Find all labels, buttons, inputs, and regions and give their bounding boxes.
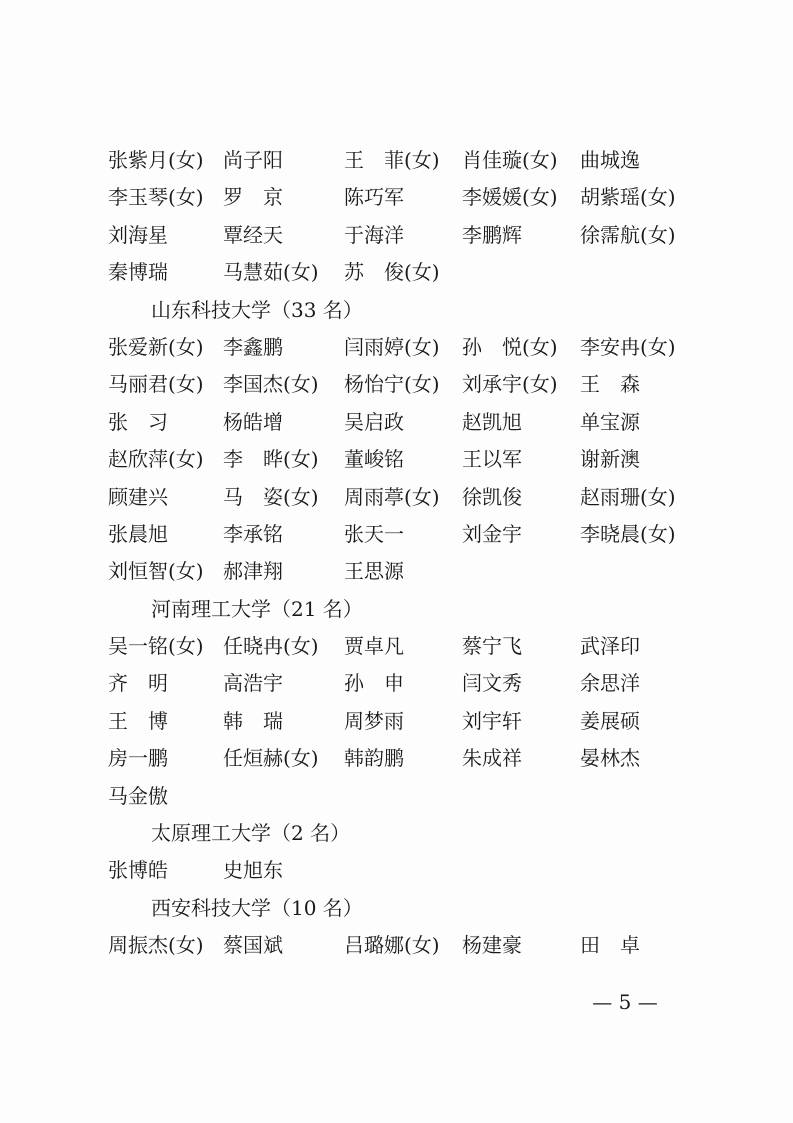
person-name: 肖佳璇(女) [462, 148, 558, 172]
person-name: 王以军 [462, 447, 522, 472]
person-name: 刘恒智(女) [108, 559, 204, 584]
person-name: 闫文秀 [462, 671, 522, 696]
person-name: 田 卓 [580, 933, 640, 958]
person-name: 徐霈航(女) [580, 222, 676, 247]
person-name: 李 晔(女) [223, 447, 319, 472]
person-name: 姜展硕 [580, 708, 640, 733]
person-name: 晏林杰 [580, 746, 640, 771]
person-name: 李玉琴(女) [108, 185, 204, 210]
person-name: 赵凯旭 [462, 409, 522, 434]
person-name: 高浩宇 [223, 671, 283, 696]
person-name: 王 森 [580, 372, 640, 397]
person-name: 张紫月(女) [108, 148, 204, 172]
name-row [108, 441, 708, 478]
person-name: 张晨旭 [108, 521, 168, 546]
person-name: 马金傲 [108, 783, 168, 808]
name-row [108, 217, 708, 254]
person-name: 韩韵鹏 [344, 746, 404, 771]
person-name: 尚子阳 [223, 148, 283, 172]
person-name: 徐凯俊 [462, 484, 522, 509]
person-name: 蔡宁飞 [462, 634, 522, 659]
person-name: 赵雨珊(女) [580, 484, 676, 509]
name-row [108, 366, 708, 403]
person-name: 郝津翔 [223, 559, 283, 584]
person-name: 周梦雨 [344, 708, 404, 733]
person-name: 张天一 [344, 521, 404, 546]
person-name: 张博皓 [108, 858, 168, 883]
section-heading: 河南理工大学（21 名） [151, 596, 363, 621]
person-name: 赵欣萍(女) [108, 447, 204, 472]
person-name: 刘承宇(女) [462, 372, 558, 397]
name-list [108, 142, 708, 965]
person-name: 刘金宇 [462, 521, 522, 546]
person-name: 董峻铭 [344, 447, 404, 472]
name-row [108, 142, 708, 179]
person-name: 曲城逸 [580, 148, 640, 172]
page-number: — 5 — [592, 990, 658, 1014]
person-name: 王 菲(女) [344, 148, 440, 172]
person-name: 顾建兴 [108, 484, 168, 509]
section-heading: 太原理工大学（2 名） [151, 821, 351, 846]
person-name: 吕璐娜(女) [344, 933, 440, 958]
person-name: 任晓冉(女) [223, 634, 319, 659]
name-row [108, 179, 708, 216]
person-name: 秦博瑞 [108, 260, 168, 285]
person-name: 罗 京 [223, 185, 283, 210]
section-heading: 西安科技大学（10 名） [151, 895, 363, 920]
person-name: 吴启政 [344, 409, 404, 434]
name-row [108, 703, 708, 740]
person-name: 马丽君(女) [108, 372, 204, 397]
person-name: 张 习 [108, 409, 168, 434]
person-name: 杨皓增 [223, 409, 283, 434]
person-name: 孙 悦(女) [462, 334, 558, 359]
person-name: 王 博 [108, 708, 168, 733]
person-name: 马 姿(女) [223, 484, 319, 509]
name-row [108, 665, 708, 702]
name-row [108, 479, 708, 516]
person-name: 杨怡宁(女) [344, 372, 440, 397]
person-name: 单宝源 [580, 409, 640, 434]
person-name: 贾卓凡 [344, 634, 404, 659]
person-name: 刘海星 [108, 222, 168, 247]
name-row [108, 329, 708, 366]
person-name: 闫雨婷(女) [344, 334, 440, 359]
person-name: 杨建豪 [462, 933, 522, 958]
person-name: 蔡国斌 [223, 933, 283, 958]
name-row [108, 927, 708, 964]
person-name: 吴一铭(女) [108, 634, 204, 659]
person-name: 史旭东 [223, 858, 283, 883]
person-name: 李承铭 [223, 521, 283, 546]
person-name: 刘宇轩 [462, 708, 522, 733]
person-name: 谢新澳 [580, 447, 640, 472]
person-name: 于海洋 [344, 222, 404, 247]
person-name: 孙 申 [344, 671, 404, 696]
person-name: 李安冉(女) [580, 334, 676, 359]
name-row [108, 740, 708, 777]
person-name: 武泽印 [580, 634, 640, 659]
person-name: 房一鹏 [108, 746, 168, 771]
name-row [108, 404, 708, 441]
person-name: 覃经天 [223, 222, 283, 247]
section-heading: 山东科技大学（33 名） [151, 297, 363, 322]
person-name: 胡紫瑶(女) [580, 185, 676, 210]
name-row [108, 254, 708, 291]
person-name: 李鹏辉 [462, 222, 522, 247]
name-row [108, 778, 708, 815]
person-name: 陈巧军 [344, 185, 404, 210]
person-name: 朱成祥 [462, 746, 522, 771]
person-name: 韩 瑞 [223, 708, 283, 733]
person-name: 张爱新(女) [108, 334, 204, 359]
person-name: 李媛媛(女) [462, 185, 558, 210]
person-name: 周雨葶(女) [344, 484, 440, 509]
person-name: 李晓晨(女) [580, 521, 676, 546]
person-name: 余思洋 [580, 671, 640, 696]
person-name: 李国杰(女) [223, 372, 319, 397]
name-row [108, 628, 708, 665]
person-name: 苏 俊(女) [344, 260, 440, 285]
person-name: 马慧茹(女) [223, 260, 319, 285]
person-name: 周振杰(女) [108, 933, 204, 958]
person-name: 齐 明 [108, 671, 168, 696]
person-name: 李鑫鹏 [223, 334, 283, 359]
person-name: 任烜赫(女) [223, 746, 319, 771]
name-row [108, 553, 708, 590]
person-name: 王思源 [344, 559, 404, 584]
name-row [108, 516, 708, 553]
name-row [108, 852, 708, 889]
